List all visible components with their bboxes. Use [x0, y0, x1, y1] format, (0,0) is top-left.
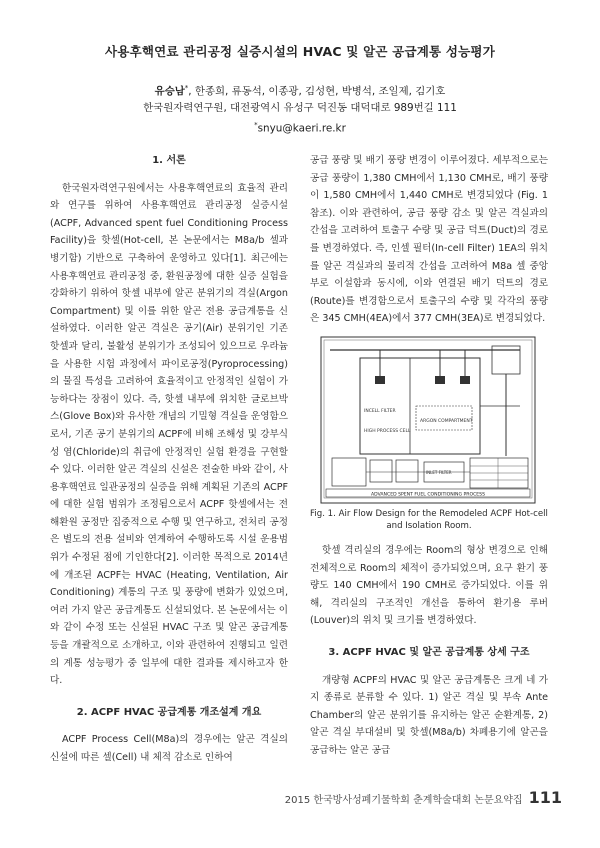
affiliation: 한국원자력연구원, 대전광역시 유성구 덕진동 대덕대로 989번길 111	[143, 102, 457, 115]
figure-caption: Fig. 1. Air Flow Design for the Remodeled ACPF Hot-cell and Isolation Room.	[310, 508, 548, 531]
right-column	[310, 152, 548, 759]
email-line	[40, 117, 560, 137]
figure-1	[320, 336, 536, 504]
author-line	[40, 80, 560, 100]
section-heading-hvac-design: 2. ACPF HVAC 공급계통 개조설계 개요	[76, 706, 262, 718]
high-process-cell-label: HIGH PROCESS CELL	[364, 428, 411, 434]
diagram-footer-label: ADVANCED SPENT FUEL CONDITIONING PROCESS	[370, 492, 486, 498]
proceedings-title: 2015 한국방사성폐기물학회 춘계학술대회 논문요약집	[284, 795, 523, 806]
section-heading-intro: 1. 서론	[152, 155, 186, 166]
argon-compartment-label: ARGON COMPARTMENT	[420, 418, 473, 424]
page-number: 111	[528, 788, 562, 807]
hvac-design-paragraph-1: ACPF Process Cell(M8a)의 경우에는 알곤 격실의 신설에 따른 셀(Cell) 내 체적 감소로 인하여	[50, 734, 288, 763]
inlet-filter-label: INLET FILTER	[426, 469, 452, 475]
page-footer	[285, 788, 562, 807]
air-flow-diagram	[320, 336, 536, 504]
detail-paragraph: 개량형 ACPF의 HVAC 및 알곤 공급계통은 크게 네 가지 종류로 분류할 수 있다. 1) 알곤 격실 및 부속 Ante Chamber의 알곤 분위기를 유지하는 알곤 순환계통, 2) 알곤 격실 부대설비 및 핫셀(M8a/b) 차폐용기에 알곤을 공급하는 알곤 공급	[310, 674, 548, 756]
section-heading-detail: 3. ACPF HVAC 및 알곤 공급계통 상세 구조	[328, 646, 530, 658]
corresponding-mark: *	[184, 84, 189, 92]
co-authors: , 한종희, 류동석, 이종광, 김성현, 박병석, 조일제, 김기호	[188, 85, 446, 98]
first-author: 유승남	[154, 85, 185, 98]
intro-paragraph: 한국원자력연구원에서는 사용후핵연료의 효율적 관리와 연구를 위하여 사용후핵연료 관리공정 실증시설(ACPF, Advanced spent fuel Conditioning Process Facility)을 핫셀(Hot-cell, 본 논문에서는 M8a/b 셀과 병기함) 기반으로 구축하여 운영하고 있다[1]. 최근에는 사용후핵연료 관리공정 중, 환원공정에 대한 실증 실험을 강화하기 위하여 핫셀 내부에 알곤 분위기의 격실(Argon Compartment) 및 이를 위한 알곤 전용 공급계통을 신설하였다. 이러한 알곤 격실은 공기(Air) 분위기인 기존 핫셀과 달리, 불활성 분위기가 조성되어 있으므로 우라늄을 사용한 시험 과정에서 파이로공정(Pyroprocessing)의 물질 특성을 고려하여 효율적이고 안정적인 실험이 가능하다는 장점이 있다. 즉, 핫셀 내부에 위치한 글로브박스(Glove Box)와 유사한 개념의 기밀형 격실을 운영함으로서, 기존 공기 분위기의 ACPF에 비해 조해성 및 강부식성 염(Chloride)의 취급에 안정적인 실험 환경을 구현할 수 있다. 이러한 알곤 격실의 신설은 전술한 바와 같이, 사용후핵연료 일관공정의 실증을 위해 계획된 기존의 ACPF에 대한 실험 범위가 조정됨으로서 ACPF 핫셀에서는 전해환원 공정만 집중적으로 수행 및 연구하고, 전처리 공정은 별도의 전용 설비와 연계하여 수행하도록 시설 운용범위가 수정된 점에 기인한다[2]. 이러한 목적으로 2014년에 개조된 ACPF는 HVAC (Heating, Ventilation, Air Conditioning) 계통의 구조 및 풍량에 변화가 있었으며, 여러 가지 알곤 공급계통도 신설되었다. 본 논문에서는 이와 같이 수정 또는 신설된 HVAC 구조 및 알곤 공급계통 등을 개괄적으로 소개하고, 이와 관련하여 진행되고 일련의 계통 성능평가 중 일부에 대한 결과를 제시하고자 한다.	[50, 182, 288, 687]
email-mark: *	[254, 121, 258, 130]
hvac-design-paragraph-2: 공급 풍량 및 배기 풍량 변경이 이루어졌다. 세부적으로는 공급 풍량이 1,380 CMH에서 1,130 CMH로, 배기 풍량이 1,580 CMH에서 1,440 CMH로 변경되었다 (Fig. 1 참조). 이와 관련하여, 공급 풍량 감소 및 알곤 격실과의 간섭을 고려하여 토출구 수량 및 공급 덕트(Duct)의 경로를 변경하였다. 즉, 인셀 필터(In-cell Filter) 1EA의 위치를 알곤 격실과의 물리적 간섭을 고려하여 M8a 셀 중앙부로 이설함과 동시에, 이와 연결된 배기 덕트의 경로(Route)를 변경함으로서 토출구의 수량 및 각각의 풍량은 345 CMH(4EA)에서 377 CMH(3EA)로 변경되었다.	[310, 155, 548, 325]
isolation-room-paragraph: 핫셀 격리실의 경우에는 Room의 형상 변경으로 인해 전체적으로 Room의 체적이 증가되었으며, 요구 환기 풍량도 140 CMH에서 190 CMH로 증가되었다. 이를 위해, 격리실의 구조적인 개선을 통하여 환기용 루버(Louver)의 위치 및 크기를 변경하였다.	[310, 544, 548, 627]
author-email: snyu@kaeri.re.kr	[257, 122, 346, 135]
left-column	[50, 152, 288, 767]
incell-filter-label: INCELL FILTER	[364, 408, 396, 414]
author-block	[40, 80, 560, 138]
paper-title: 사용후핵연료 관리공정 실증시설의 HVAC 및 알곤 공급계통 성능평가	[105, 44, 495, 59]
